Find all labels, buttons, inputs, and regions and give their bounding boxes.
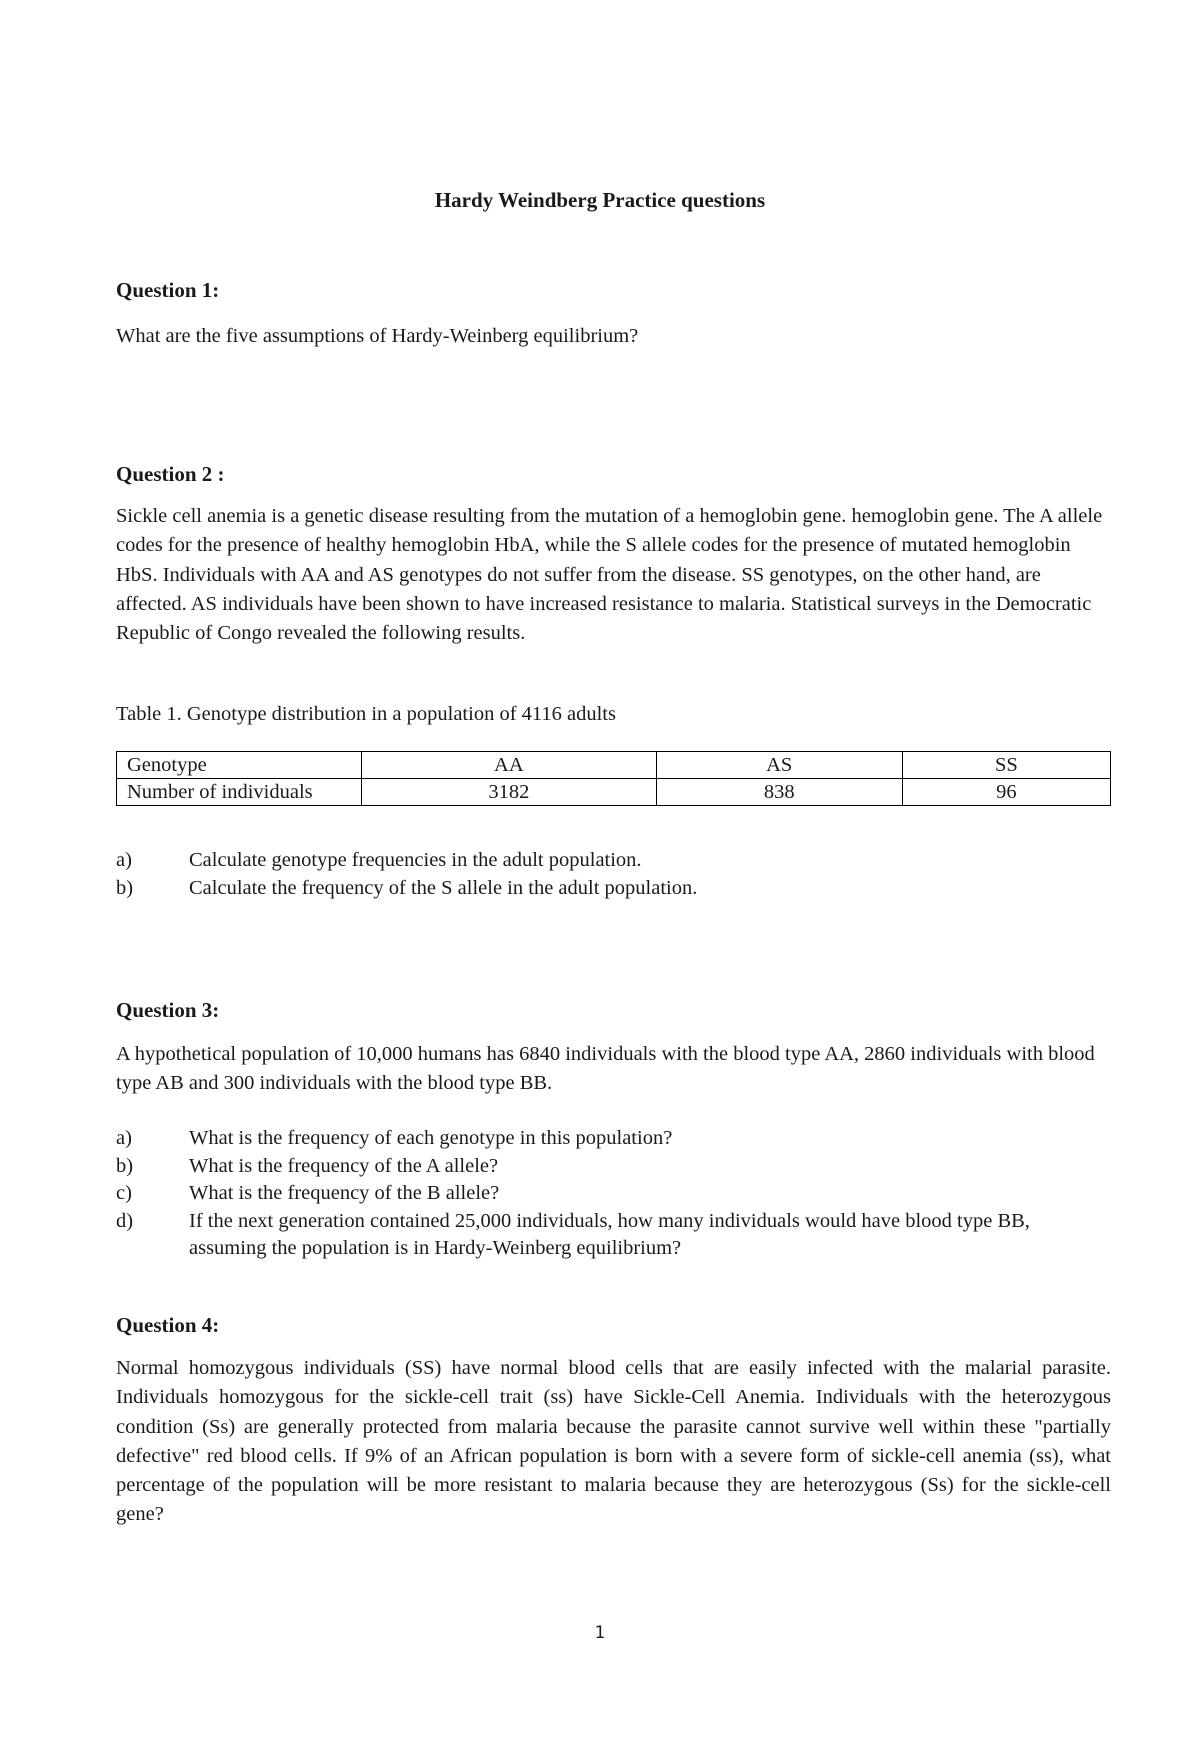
table-cell: Genotype: [117, 752, 362, 779]
list-item-text: Calculate the frequency of the S allele in the adult population.: [189, 876, 698, 899]
list-marker: b): [116, 1154, 134, 1177]
table-cell: SS: [902, 752, 1110, 779]
table-cell: 3182: [362, 779, 657, 806]
question-2-text: Sickle cell anemia is a genetic disease resulting from the mutation of a hemoglobin gene. hemoglobin gene. The A allele codes for the presence of healthy hemoglobin HbA, while the S allele codes for the presence of mutated hemoglobin HbS. Individuals with AA and AS genotypes do not suffer from the disease. SS genotypes, on the other hand, are affected. AS individuals have been shown to have increased resistance to malaria. Statistical surveys in the Democratic Republic of Congo revealed the following results.: [116, 505, 1103, 645]
list-marker: a): [116, 1127, 132, 1149]
question-3-text: A hypothetical population of 10,000 humans has 6840 individuals with the blood type AA, 2860 individuals with blood type AB and 300 individuals with the blood type BB.: [116, 1043, 1095, 1095]
table-cell: Number of individuals: [117, 779, 362, 806]
list-item: [116, 847, 1111, 875]
document-title: Hardy Weindberg Practice questions: [434, 188, 766, 212]
list-item: [116, 1208, 1111, 1263]
list-marker: a): [116, 849, 132, 871]
list-item-text: What is the frequency of the A allele?: [189, 1154, 499, 1177]
list-item-text: What is the frequency of the B allele?: [189, 1182, 500, 1205]
question-4-heading: Question 4:: [116, 1313, 220, 1337]
table-cell: AS: [656, 752, 902, 779]
list-item-text: If the next generation contained 25,000 individuals, how many individuals would have blood type BB, assuming the population is in Hardy-Weinberg equilibrium?: [189, 1209, 1030, 1260]
genotype-table: [116, 751, 1111, 806]
list-item-text: Calculate genotype frequencies in the adult population.: [189, 849, 642, 871]
table-cell: 838: [656, 779, 902, 806]
table-cell: AA: [362, 752, 657, 779]
question-3-heading: Question 3:: [116, 998, 220, 1022]
list-item: [116, 875, 1111, 903]
table-caption: Table 1. Genotype distribution in a population of 4116 adults: [116, 703, 616, 725]
question-2-heading: Question 2 :: [116, 462, 225, 486]
list-marker: c): [116, 1182, 132, 1205]
question-1-heading: Question 1:: [116, 278, 220, 302]
list-item-text: What is the frequency of each genotype in this population?: [189, 1127, 673, 1149]
question-1-text: What are the five assumptions of Hardy-Weinberg equilibrium?: [116, 325, 639, 347]
question-4-text: Normal homozygous individuals (SS) have normal blood cells that are easily infected with the malarial parasite. Individuals homozygous for the sickle-cell trait (ss) have Sickle-Cell Anemia. Individuals with the heterozygous condition (Ss) are generally protected from malaria because the parasite cannot survive well within these "partially defective" red blood cells. If 9% of an African population is born with a severe form of sickle-cell anemia (ss), what percentage of the population will be more resistant to malaria because they are heterozygous (Ss) for the sickle-cell gene?: [116, 1357, 1111, 1526]
table-row: [117, 752, 1111, 779]
list-marker: b): [116, 876, 134, 899]
list-item: [116, 1153, 1111, 1181]
table-cell: 96: [902, 779, 1110, 806]
table-row: [117, 779, 1111, 806]
question-3-items: [116, 1125, 1111, 1263]
question-2-items: [116, 847, 1111, 902]
list-item: [116, 1180, 1111, 1208]
list-marker: d): [116, 1209, 134, 1232]
list-item: [116, 1125, 1111, 1153]
page-number: 1: [594, 1623, 606, 1643]
